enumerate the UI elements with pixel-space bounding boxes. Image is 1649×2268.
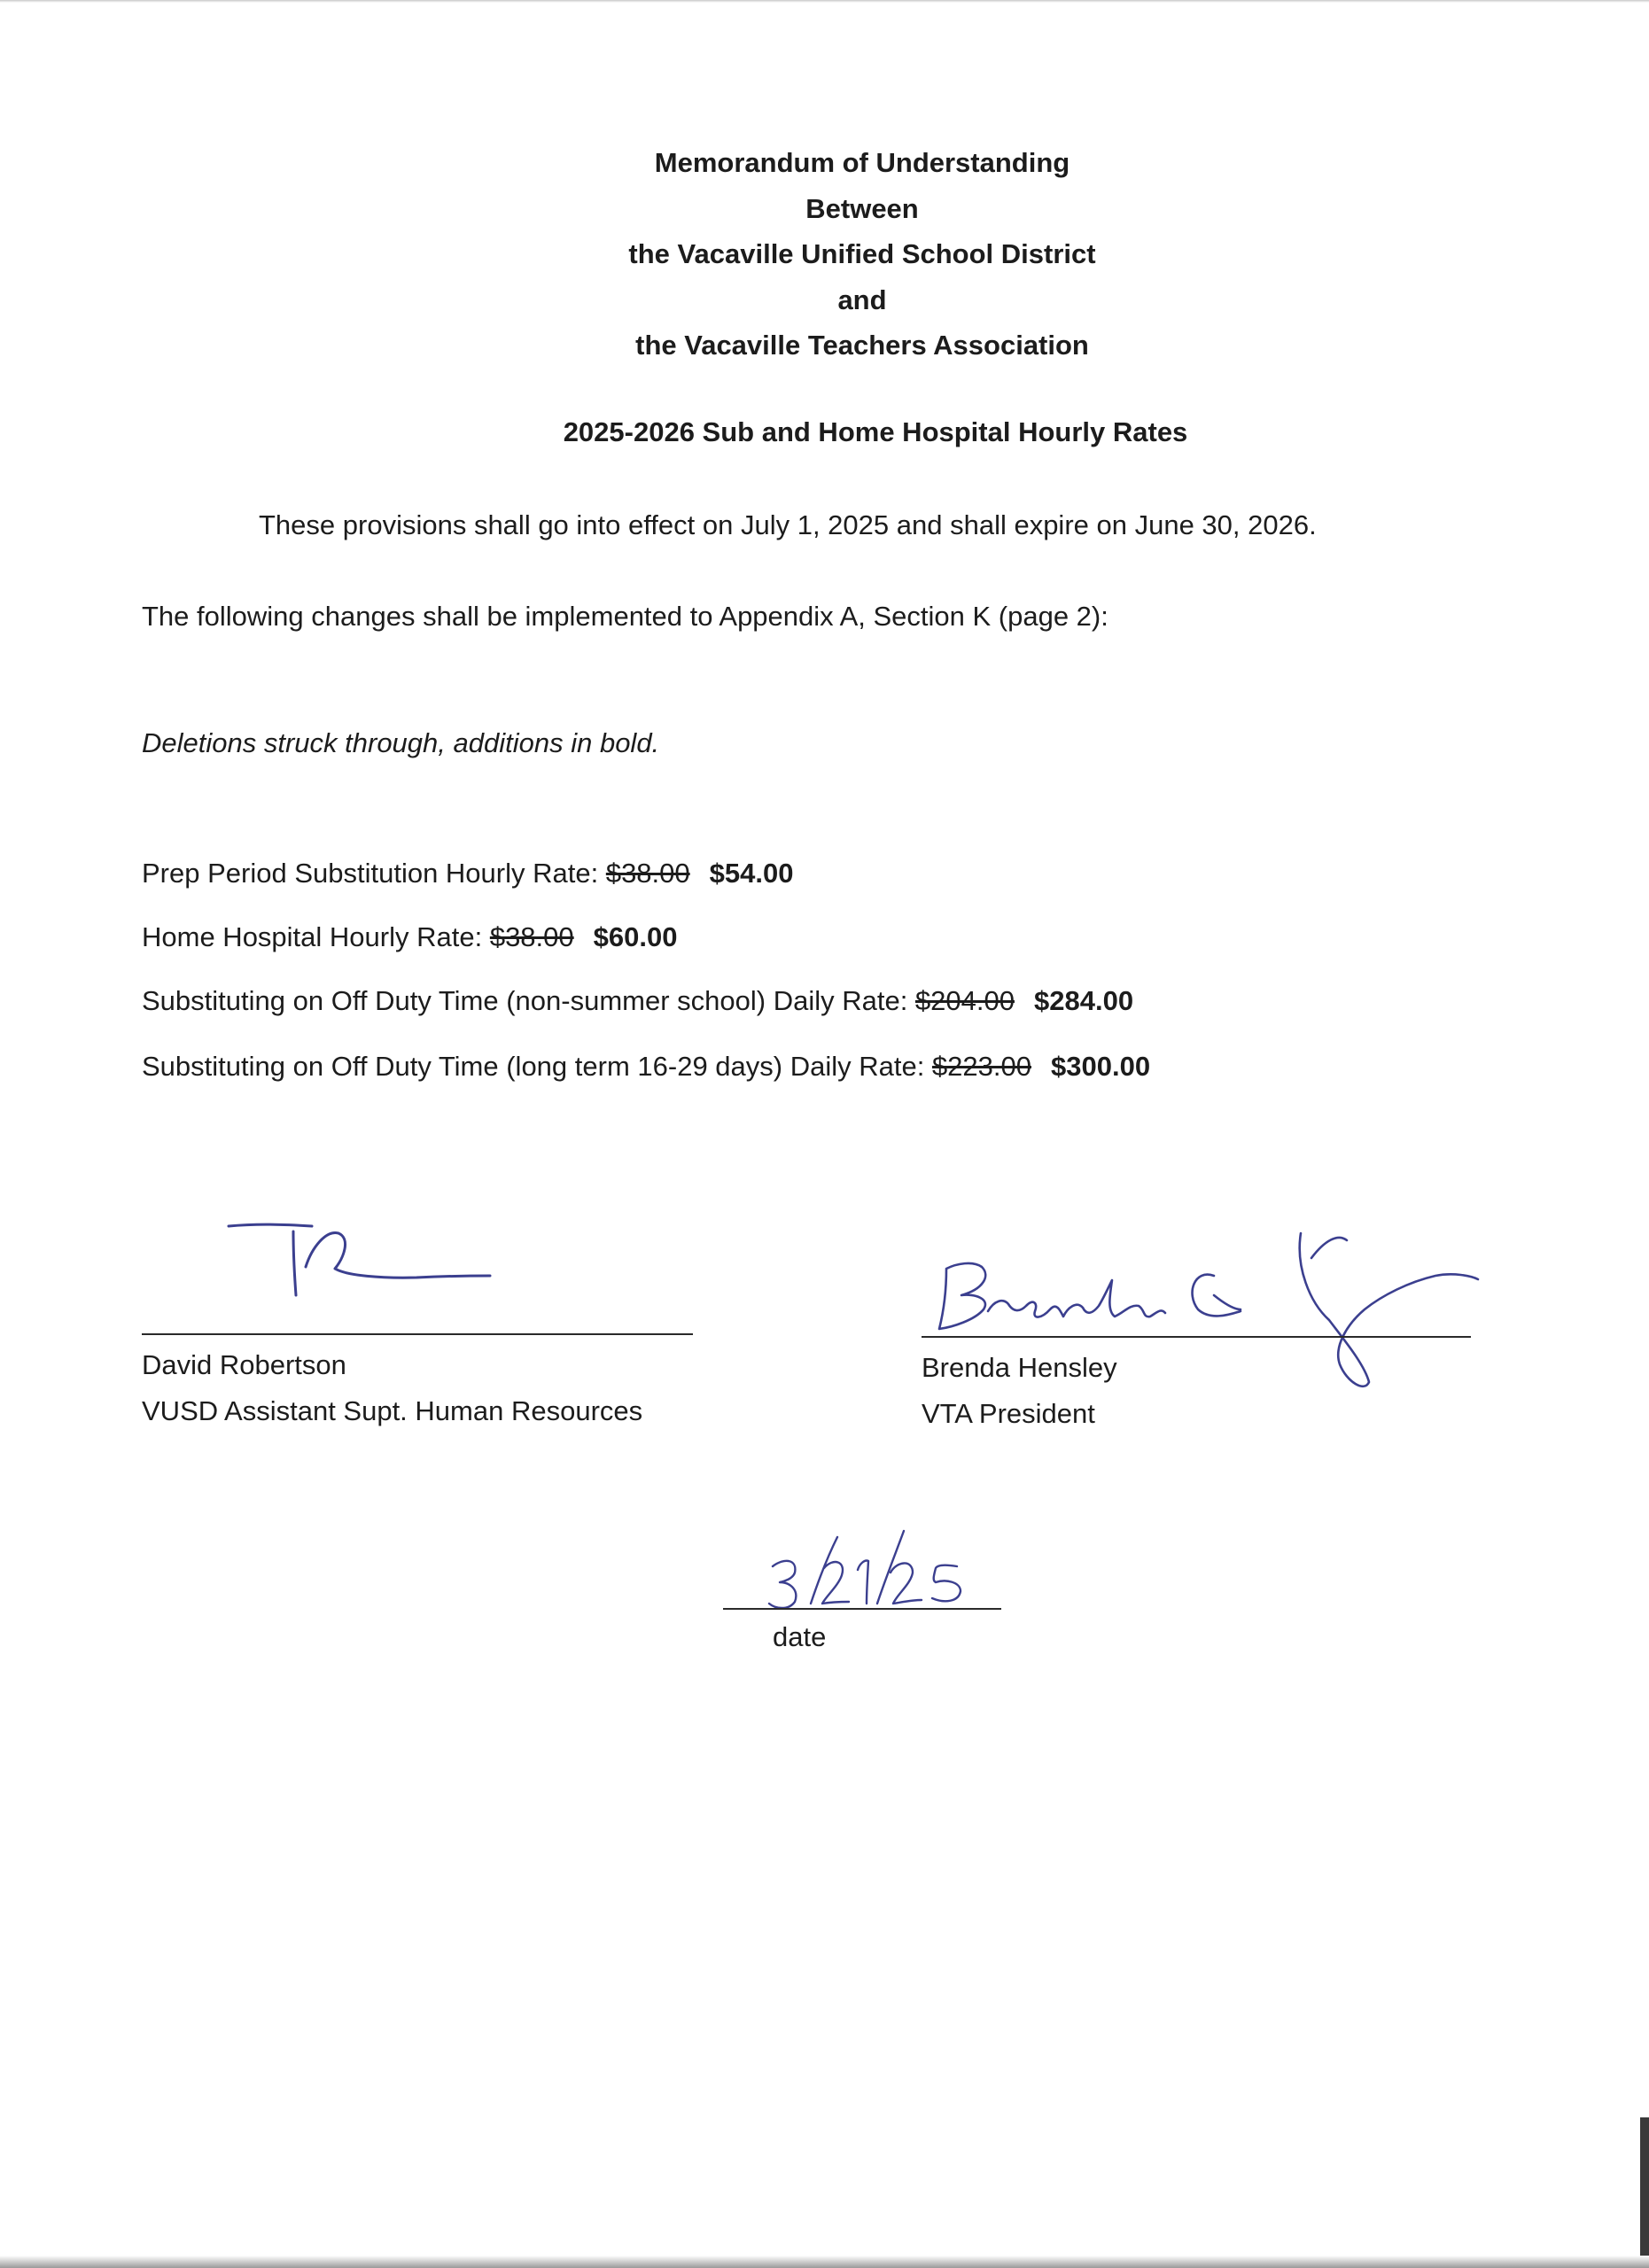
signatory-name: David Robertson xyxy=(142,1349,346,1380)
document-header xyxy=(0,140,1649,369)
scan-edge-right xyxy=(1640,2117,1649,2268)
rate-new-value: $300.00 xyxy=(1051,1051,1151,1082)
rates-title-text: 2025-2026 Sub and Home Hospital Hourly Rates xyxy=(563,416,1188,447)
signatory-name: Brenda Hensley xyxy=(922,1352,1117,1383)
signatory-title: VUSD Assistant Supt. Human Resources xyxy=(142,1395,643,1426)
scan-edge-bottom xyxy=(0,2256,1649,2268)
rate-old-value: $223.00 xyxy=(931,1051,1031,1082)
signature-robertson xyxy=(229,1224,490,1295)
handwritten-date xyxy=(769,1531,961,1608)
signatory-title: VTA President xyxy=(922,1398,1095,1429)
signature-line-district xyxy=(142,1333,693,1335)
signature-line-date xyxy=(723,1608,1001,1610)
effective-dates-text: These provisions shall go into effect on July 1, 2025 and shall expire on June 30, 2026. xyxy=(259,509,1317,540)
header-party-association: the Vacaville Teachers Association xyxy=(635,330,1089,361)
header-and: and xyxy=(837,284,887,315)
rate-row-prep-period xyxy=(142,858,793,889)
header-party-district: the Vacaville Unified School District xyxy=(628,238,1096,269)
rate-row-off-duty-long-term xyxy=(142,1051,1150,1083)
header-title: Memorandum of Understanding xyxy=(654,147,1070,178)
signatory-association xyxy=(922,1345,1117,1437)
signatory-district xyxy=(142,1342,642,1434)
rate-row-off-duty-non-summer xyxy=(142,985,1133,1017)
scan-edge-top xyxy=(0,0,1649,3)
legend-note: Deletions struck through, additions in bold. xyxy=(142,727,660,758)
changes-intro-text: The following changes shall be implemented to Appendix A, Section K (page 2): xyxy=(142,601,1108,632)
date-label: date xyxy=(773,1621,827,1652)
rates-title xyxy=(0,416,1649,448)
rate-label: Prep Period Substitution Hourly Rate: xyxy=(142,858,606,889)
rate-new-value: $54.00 xyxy=(709,858,794,889)
rate-label: Home Hospital Hourly Rate: xyxy=(142,921,490,952)
rate-row-home-hospital xyxy=(142,921,677,953)
header-between: Between xyxy=(805,192,919,224)
rate-label: Substituting on Off Duty Time (long term 16-29 days) Daily Rate: xyxy=(142,1051,932,1082)
rate-label: Substituting on Off Duty Time (non-summer school) Daily Rate: xyxy=(142,985,915,1016)
rate-new-value: $60.00 xyxy=(593,921,678,952)
rate-old-value: $204.00 xyxy=(914,985,1015,1016)
rate-old-value: $38.00 xyxy=(489,921,574,952)
rate-new-value: $284.00 xyxy=(1034,985,1134,1016)
signature-line-association xyxy=(922,1336,1471,1338)
rate-old-value: $38.00 xyxy=(605,858,690,889)
